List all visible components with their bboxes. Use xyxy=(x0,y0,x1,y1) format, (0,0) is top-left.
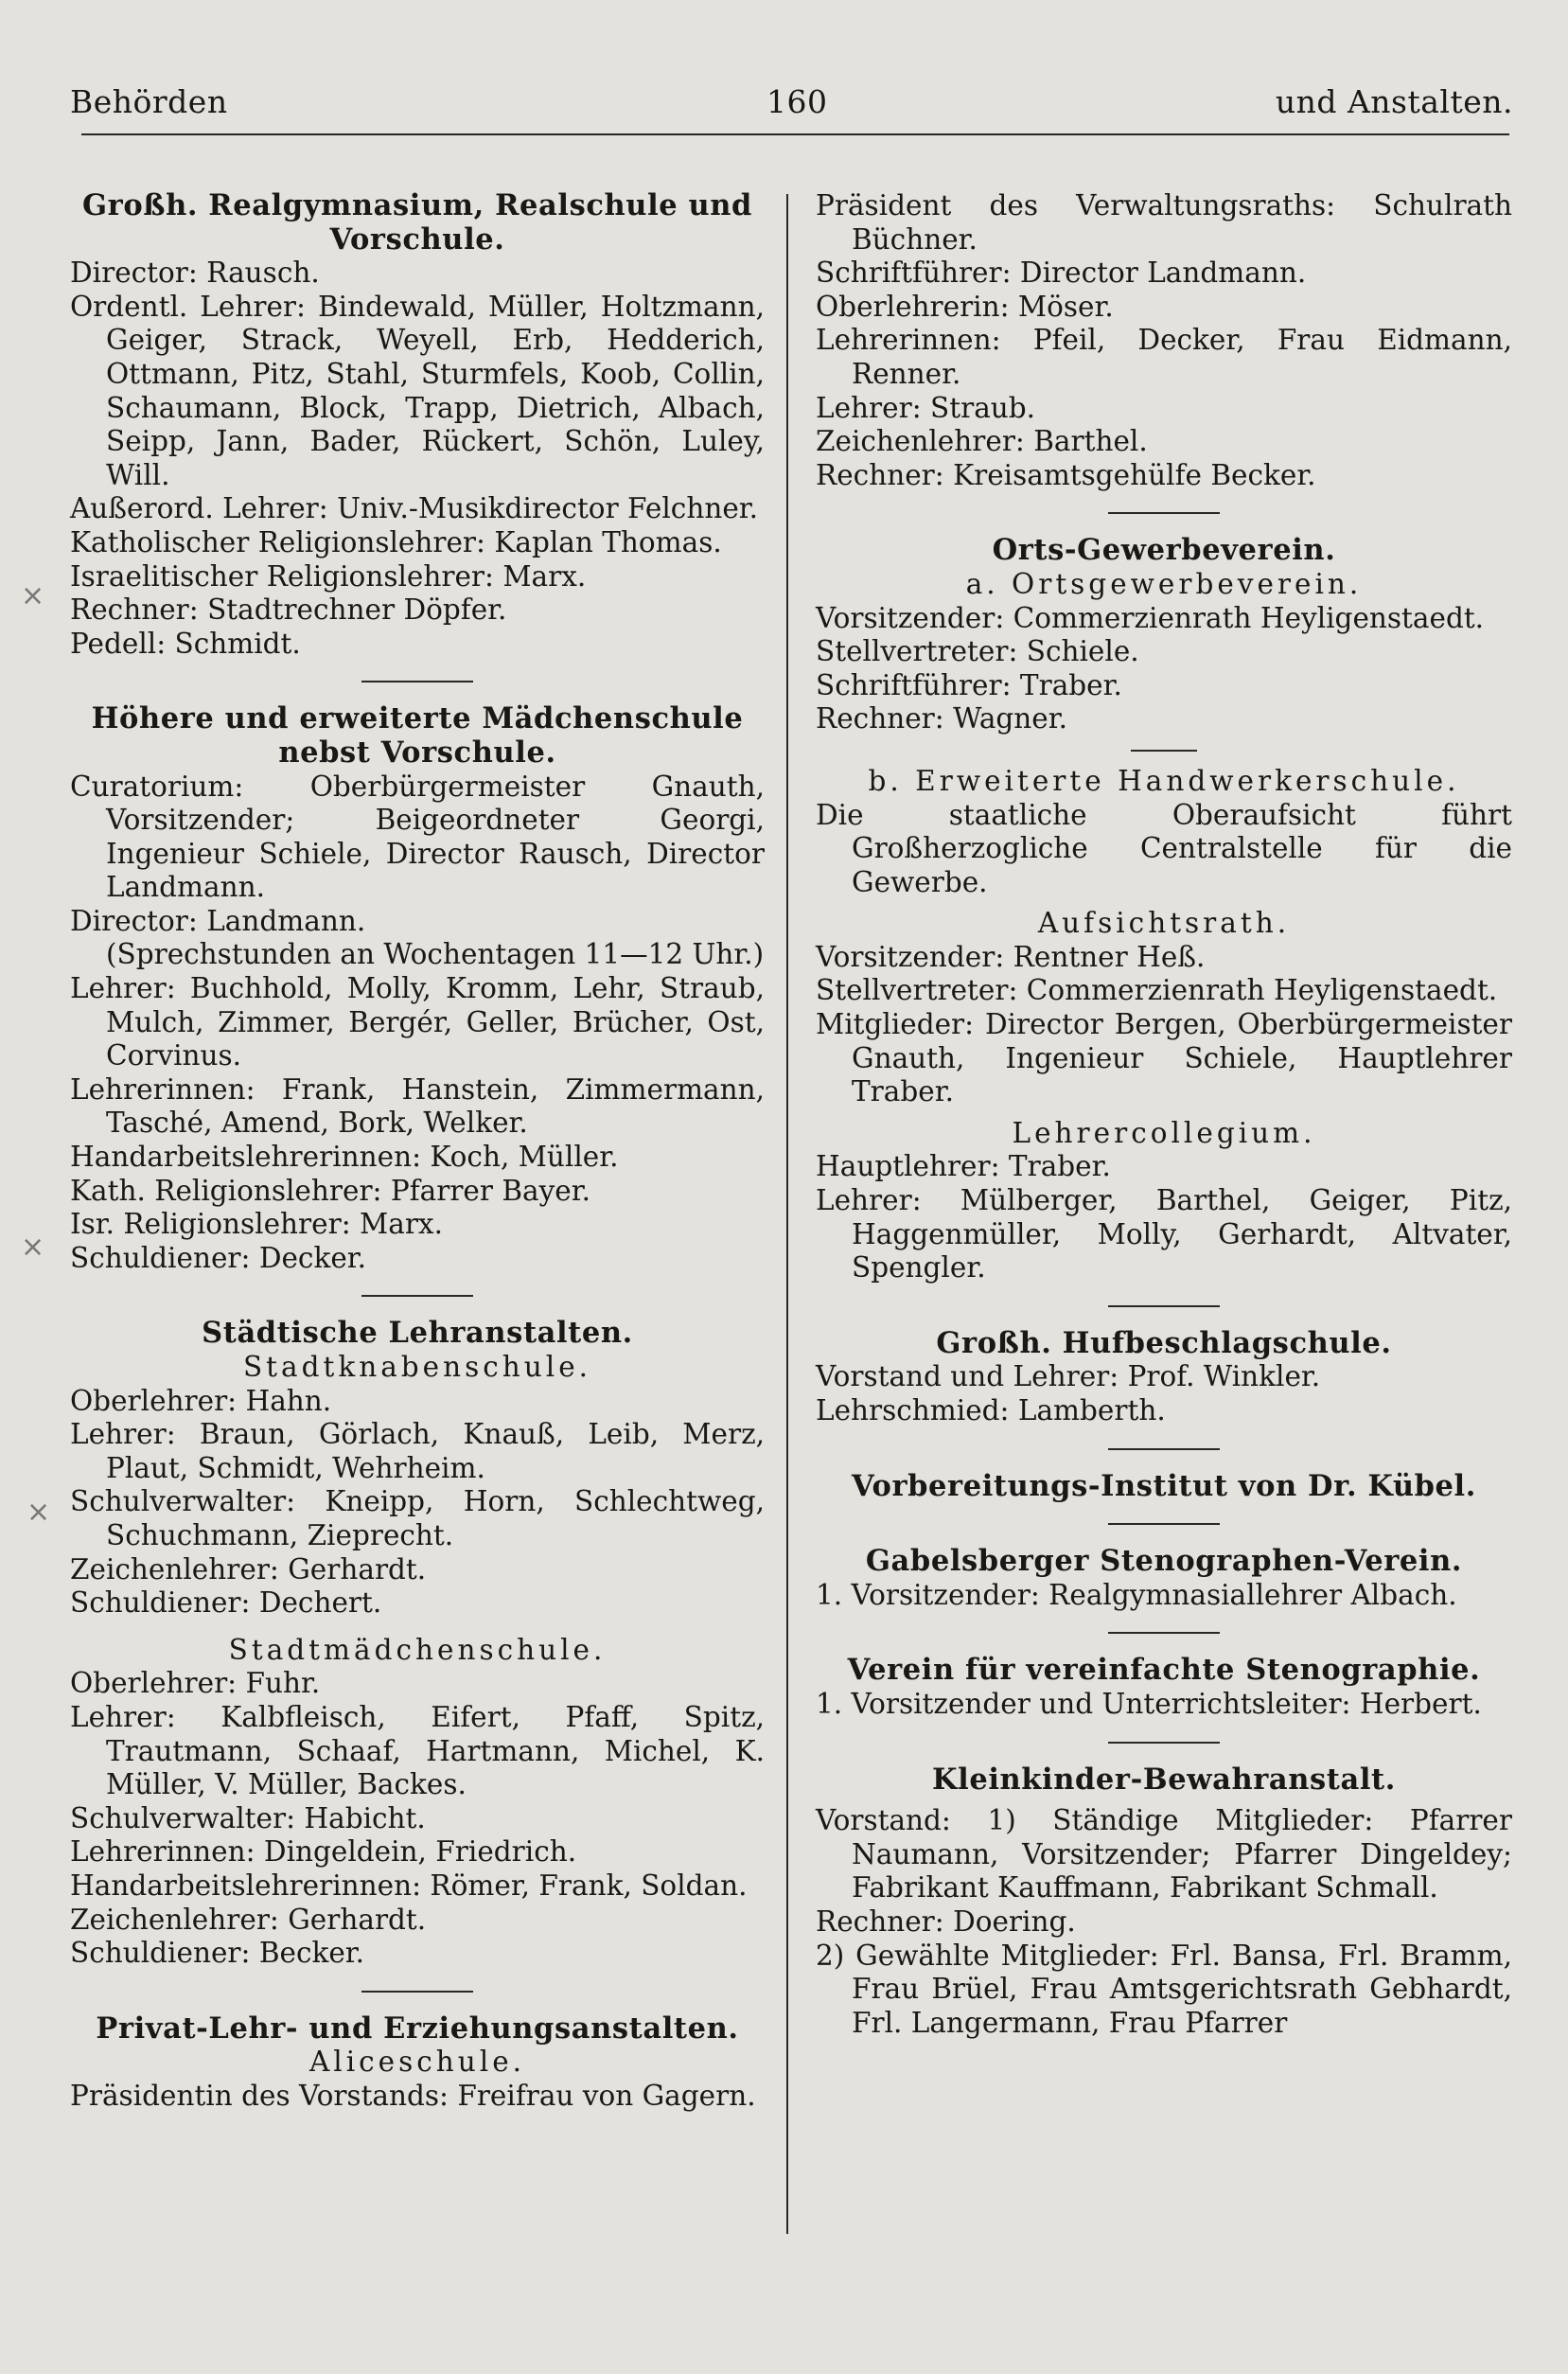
entry-line: Zeichenlehrer: Gerhardt. xyxy=(70,1903,427,1936)
header-rule xyxy=(81,133,1509,135)
section-hufbeschlagschule xyxy=(816,1327,1512,1428)
header-right: und Anstalten. xyxy=(1275,83,1513,120)
entry-line: Stellvertreter: Schiele. xyxy=(816,635,1139,668)
section-heading: Vorbereitungs-Institut von Dr. Kübel. xyxy=(852,1468,1476,1503)
section-realgymnasium xyxy=(70,189,765,661)
entry-line: Stellvertreter: Commerzienrath Heyligenstaedt. xyxy=(816,974,1498,1007)
entry-line: Pedell: Schmidt. xyxy=(70,627,301,660)
section-vereinfachte-stenographie xyxy=(816,1654,1512,1721)
entry-line: Lehrer: Mülberger, Barthel, Geiger, Pitz, Haggenmüller, Molly, Gerhardt, Altvater, Spengler. xyxy=(816,1184,1512,1284)
section-divider xyxy=(361,1991,473,1993)
entry-line: Director: Landmann. xyxy=(70,904,366,937)
entry-line: Oberlehrer: Hahn. xyxy=(70,1384,332,1417)
section-divider xyxy=(361,681,473,682)
entry-line: Israelitischer Religionslehrer: Marx. xyxy=(70,559,587,593)
entry-line: Katholischer Religionslehrer: Kaplan Thomas. xyxy=(70,525,722,558)
right-column xyxy=(816,189,1512,2040)
header-left: Behörden xyxy=(70,83,228,120)
entry-line: Zeichenlehrer: Gerhardt. xyxy=(70,1552,427,1586)
subsection-heading: Stadtmädchenschule. xyxy=(228,1633,607,1666)
pencil-margin-mark: × xyxy=(26,1496,51,1529)
entry-line: (Sprechstunden an Wochentagen 11—12 Uhr.) xyxy=(106,938,765,971)
entry-line: Handarbeitslehrerinnen: Römer, Frank, Soldan. xyxy=(70,1869,748,1902)
page-number: 160 xyxy=(766,83,828,120)
entry-line: Rechner: Wagner. xyxy=(816,702,1067,735)
section-divider xyxy=(1108,512,1220,514)
section-heading: Gabelsberger Stenographen-Verein. xyxy=(865,1544,1463,1579)
entry-line: Schulverwalter: Kneipp, Horn, Schlechtweg, Schuchmann, Zieprecht. xyxy=(70,1485,765,1551)
subsection-heading: Lehrercollegium. xyxy=(1012,1116,1316,1149)
entry-line: 1. Vorsitzender und Unterrichtsleiter: Herbert. xyxy=(816,1687,1482,1720)
entry-line: 1. Vorsitzender: Realgymnasiallehrer Albach. xyxy=(816,1578,1457,1611)
section-divider xyxy=(1108,1305,1220,1307)
entry-line: Oberlehrerin: Möser. xyxy=(816,290,1114,323)
section-alice-continued xyxy=(816,189,1512,492)
entry-line: Schuldiener: Dechert. xyxy=(70,1586,382,1620)
entry-line: 2) Gewählte Mitglieder: Frl. Bansa, Frl. Bramm, Frau Brüel, Frau Amtsgerichtsrath Gebhardt, Frl. Langermann, Frau Pfarrer xyxy=(816,1939,1512,2039)
section-maedchenschule xyxy=(70,702,765,1275)
entry-line: Vorsitzender: Commerzienrath Heyligenstaedt. xyxy=(816,601,1485,634)
entry-line: Außerord. Lehrer: Univ.-Musikdirector Felchner. xyxy=(70,492,759,525)
entry-line: Lehrerinnen: Frank, Hanstein, Zimmermann, Tasché, Amend, Bork, Welker. xyxy=(70,1072,765,1140)
entry-line: Isr. Religionslehrer: Marx. xyxy=(70,1208,443,1241)
section-divider xyxy=(1108,1742,1220,1744)
entry-line: Präsidentin des Vorstands: Freifrau von Gagern. xyxy=(70,2079,756,2112)
pencil-margin-mark: × xyxy=(21,1231,45,1264)
section-gabelsberger xyxy=(816,1545,1512,1612)
section-divider xyxy=(1108,1523,1220,1525)
section-heading: Höhere und erweiterte Mädchenschule nebst Vorschule. xyxy=(91,701,744,770)
section-heading: Privat-Lehr- und Erziehungsanstalten. xyxy=(96,2011,739,2046)
column-divider xyxy=(786,194,788,2234)
entry-line: Lehrerinnen: Pfeil, Decker, Frau Eidmann, Renner. xyxy=(816,324,1512,390)
subsection-divider xyxy=(1131,750,1197,752)
entry-line: Die staatliche Oberaufsicht führt Großherzogliche Centralstelle für die Gewerbe. xyxy=(816,798,1512,898)
running-head xyxy=(70,83,1513,131)
entry-line: Schriftführer: Traber. xyxy=(816,668,1122,701)
entry-line: Lehrer: Kalbfleisch, Eifert, Pfaff, Spitz, Trautmann, Schaaf, Hartmann, Michel, K. Müller, V. Müller, Backes. xyxy=(70,1700,765,1801)
entry-line: Ordentl. Lehrer: Bindewald, Müller, Holtzmann, Geiger, Strack, Weyell, Erb, Hedderich, Ottmann, Pitz, Stahl, Sturmfels, Koob, Collin, Schaumann, Block, Trapp, Dietrich, Albach, Seipp, Jann, Bader, Rückert, Schön, Luley, Will. xyxy=(70,290,765,491)
entry-line: Rechner: Stadtrechner Döpfer. xyxy=(70,594,507,627)
entry-line: Zeichenlehrer: Barthel. xyxy=(816,425,1148,458)
section-heading: Kleinkinder-Bewahranstalt. xyxy=(932,1762,1396,1797)
entry-line: Vorstand: 1) Ständige Mitglieder: Pfarrer Naumann, Vorsitzender; Pfarrer Dingeldey; Fabrikant Kauffmann, Fabrikant Schmall. xyxy=(816,1804,1512,1905)
subsection-heading: Aufsichtsrath. xyxy=(1037,907,1291,940)
entry-line: Schuldiener: Becker. xyxy=(70,1937,365,1970)
entry-line: Lehrerinnen: Dingeldein, Friedrich. xyxy=(70,1835,577,1869)
entry-line: Kath. Religionslehrer: Pfarrer Bayer. xyxy=(70,1174,590,1207)
subsection-heading: b. Erweiterte Handwerkerschule. xyxy=(868,764,1460,797)
section-heading: Großh. Realgymnasium, Realschule und Vorschule. xyxy=(82,188,752,257)
section-heading: Großh. Hufbeschlagschule. xyxy=(936,1325,1392,1360)
entry-line: Vorsitzender: Rentner Heß. xyxy=(816,940,1206,973)
entry-line: Rechner: Doering. xyxy=(816,1905,1076,1938)
entry-line: Präsident des Verwaltungsraths: Schulrath Büchner. xyxy=(816,189,1512,256)
entry-line: Schriftführer: Director Landmann. xyxy=(816,257,1307,290)
entry-line: Vorstand und Lehrer: Prof. Winkler. xyxy=(816,1360,1321,1393)
section-heading: Städtische Lehranstalten. xyxy=(202,1316,633,1351)
section-staedtische-lehranstalten xyxy=(70,1317,765,1970)
section-divider xyxy=(1108,1632,1220,1634)
entry-line: Schuldiener: Decker. xyxy=(70,1241,367,1274)
entry-line: Rechner: Kreisamtsgehülfe Becker. xyxy=(816,458,1316,491)
entry-line: Hauptlehrer: Traber. xyxy=(816,1150,1111,1183)
section-heading: Orts-Gewerbeverein. xyxy=(992,533,1336,568)
entry-line: Lehrer: Straub. xyxy=(816,391,1036,424)
section-kleinkinder xyxy=(816,1763,1512,2041)
entry-line: Lehrschmied: Lamberth. xyxy=(816,1394,1166,1426)
subsection-heading: Aliceschule. xyxy=(308,2046,526,2079)
section-privat xyxy=(70,2012,765,2114)
entry-line: Handarbeitslehrerinnen: Koch, Müller. xyxy=(70,1141,619,1174)
entry-line: Director: Rausch. xyxy=(70,257,320,290)
section-divider xyxy=(1108,1448,1220,1450)
entry-line: Oberlehrer: Fuhr. xyxy=(70,1667,321,1700)
section-gewerbeverein xyxy=(816,534,1512,1284)
subsection-heading: a. Ortsgewerbeverein. xyxy=(965,567,1363,600)
left-column xyxy=(70,189,765,2113)
entry-line: Lehrer: Braun, Görlach, Knauß, Leib, Merz, Plaut, Schmidt, Wehrheim. xyxy=(70,1418,765,1484)
section-heading: Verein für vereinfachte Stenographie. xyxy=(847,1653,1481,1688)
subsection-heading: Stadtknabenschule. xyxy=(242,1351,592,1383)
entry-line: Lehrer: Buchhold, Molly, Kromm, Lehr, Straub, Mulch, Zimmer, Bergér, Geller, Brücher, Ost, Corvinus. xyxy=(70,972,765,1072)
section-divider xyxy=(361,1295,473,1297)
pencil-margin-mark: × xyxy=(21,579,45,612)
entry-line: Mitglieder: Director Bergen, Oberbürgermeister Gnauth, Ingenieur Schiele, Hauptlehrer Traber. xyxy=(816,1008,1512,1108)
entry-line: Curatorium: Oberbürgermeister Gnauth, Vorsitzender; Beigeordneter Georgi, Ingenieur Schiele, Director Rausch, Director Landmann. xyxy=(70,770,765,904)
entry-line: Schulverwalter: Habicht. xyxy=(70,1801,426,1834)
